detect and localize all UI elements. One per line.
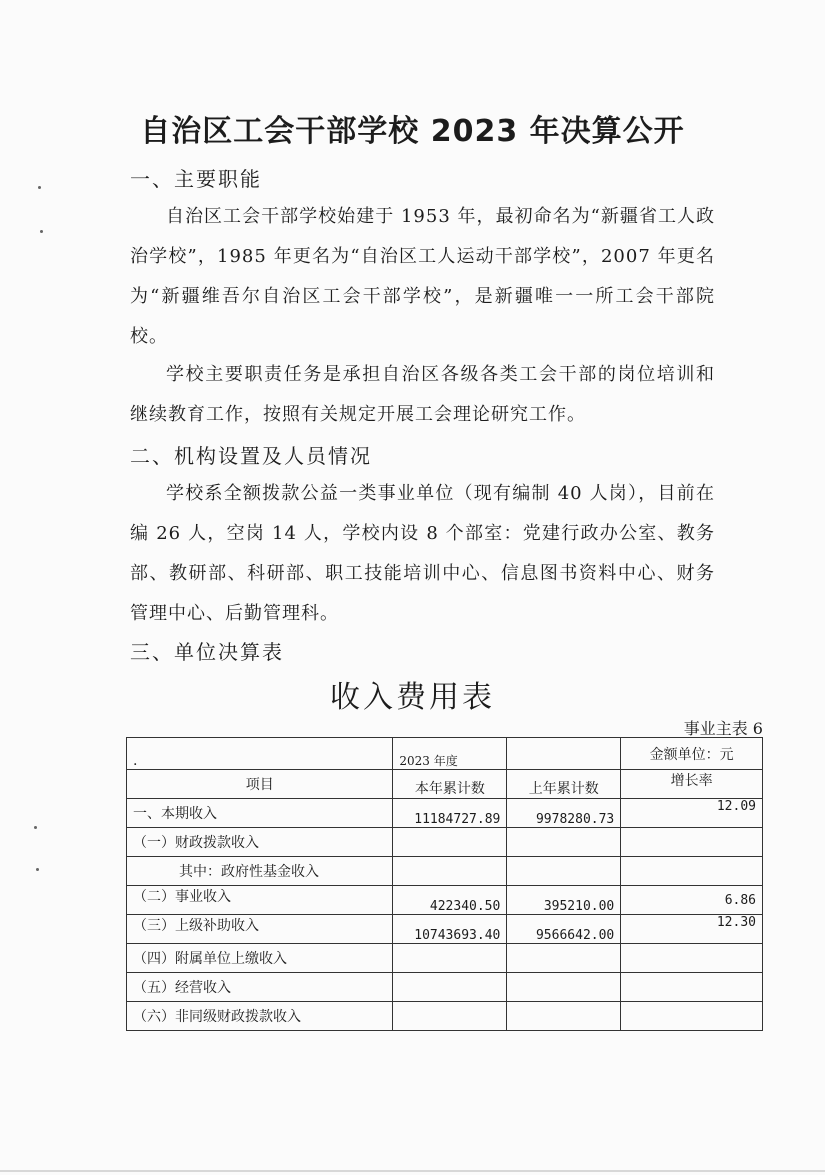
row-previous xyxy=(507,944,621,973)
row-label: （五）经营收入 xyxy=(127,973,393,1002)
table-column-header-row xyxy=(127,770,763,799)
row-previous: 395210.00 xyxy=(507,886,621,915)
row-current xyxy=(393,944,507,973)
row-growth xyxy=(621,973,763,1002)
row-current: 422340.50 xyxy=(393,886,507,915)
row-previous xyxy=(507,857,621,886)
row-label: （六）非同级财政拨款收入 xyxy=(127,1002,393,1031)
row-current xyxy=(393,828,507,857)
table-header-row xyxy=(127,738,763,770)
empty-header-cell xyxy=(507,738,621,770)
row-growth xyxy=(621,857,763,886)
table-row xyxy=(127,857,763,886)
row-previous xyxy=(507,973,621,1002)
paragraph-staffing: 学校系全额拨款公益一类事业单位（现有编制 40 人岗），目前在编 26 人，空岗 14 人，学校内设 8 个部室：党建行政办公室、教务部、教研部、科研部、职工技能培训中心、信息图书资料中心、财务管理中心、后勤管理科。 xyxy=(130,483,715,624)
page-edge xyxy=(0,1170,825,1172)
column-header-current: 本年累计数 xyxy=(393,770,507,799)
row-growth: 6.86 xyxy=(621,886,763,915)
row-previous: 9978280.73 xyxy=(507,799,621,828)
row-label: （二）事业收入 xyxy=(127,886,393,915)
scan-speck xyxy=(36,868,39,871)
table-row xyxy=(127,828,763,857)
column-header-item: 项目 xyxy=(127,770,393,799)
table-row xyxy=(127,973,763,1002)
table-row xyxy=(127,915,763,944)
scan-speck xyxy=(34,826,37,829)
row-current xyxy=(393,857,507,886)
paragraph-history: 自治区工会干部学校始建于 1953 年，最初命名为“新疆省工人政治学校”，1985 年更名为“自治区工人运动干部学校”，2007 年更名为“新疆维吾尔自治区工会干部学校”，是新疆唯一一所工会干部院校。 xyxy=(130,206,715,347)
row-growth: 12.09 xyxy=(621,799,763,828)
column-header-previous: 上年累计数 xyxy=(507,770,621,799)
row-growth xyxy=(621,944,763,973)
row-label: （一）财政拨款收入 xyxy=(127,828,393,857)
row-current: 10743693.40 xyxy=(393,915,507,944)
scan-speck xyxy=(40,230,43,233)
section-heading-organization: 二、机构设置及人员情况 xyxy=(130,444,372,468)
year-header: 2023 年度 xyxy=(393,738,507,770)
row-growth xyxy=(621,1002,763,1031)
row-growth xyxy=(621,828,763,857)
row-label: 一、本期收入 xyxy=(127,799,393,828)
table-row xyxy=(127,944,763,973)
income-expense-table xyxy=(126,737,763,1031)
row-current xyxy=(393,1002,507,1031)
paragraph-duties: 学校主要职责任务是承担自治区各级各类工会干部的岗位培训和继续教育工作，按照有关规定开展工会理论研究工作。 xyxy=(130,364,715,425)
section-heading-functions: 一、主要职能 xyxy=(130,167,262,191)
unit-label: 金额单位：元 xyxy=(621,738,763,770)
document-title: 自治区工会干部学校 2023 年决算公开 xyxy=(140,114,685,149)
row-previous xyxy=(507,828,621,857)
row-previous xyxy=(507,1002,621,1031)
row-label: 其中：政府性基金收入 xyxy=(127,857,393,886)
table-row xyxy=(127,799,763,828)
section-heading-final-accounts: 三、单位决算表 xyxy=(130,640,284,664)
table-row xyxy=(127,886,763,915)
row-previous: 9566642.00 xyxy=(507,915,621,944)
row-growth: 12.30 xyxy=(621,915,763,944)
corner-mark: . xyxy=(127,738,393,770)
table-row xyxy=(127,1002,763,1031)
table-form-code: 事业主表 6 xyxy=(683,719,763,738)
table-title: 收入费用表 xyxy=(330,680,495,715)
row-current xyxy=(393,973,507,1002)
scan-speck xyxy=(38,186,41,189)
row-label: （四）附属单位上缴收入 xyxy=(127,944,393,973)
column-header-growth: 增长率 xyxy=(621,770,763,799)
row-current: 11184727.89 xyxy=(393,799,507,828)
row-label: （三）上级补助收入 xyxy=(127,915,393,944)
